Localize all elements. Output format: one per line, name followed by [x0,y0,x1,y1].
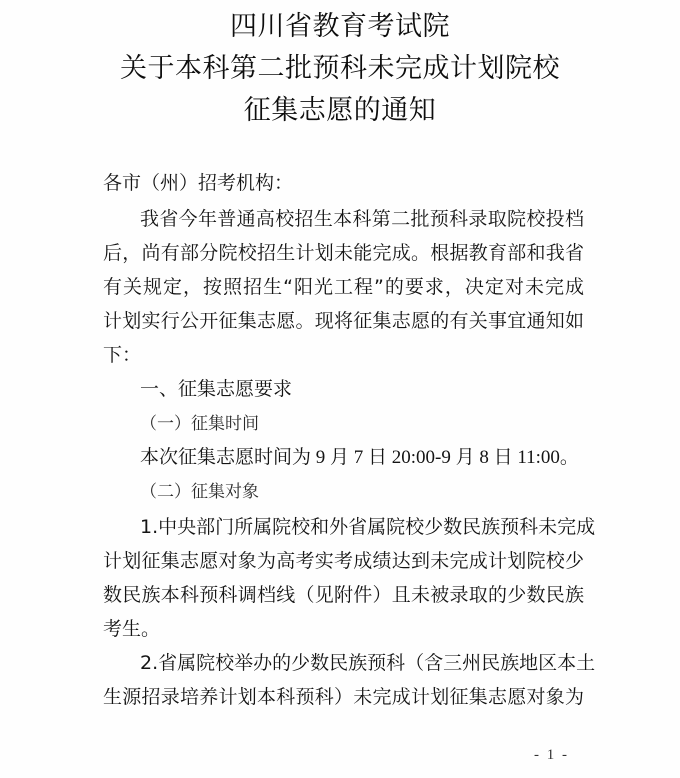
intro-line: 下： [103,344,142,366]
salutation: 各市（州）招考机构： [103,172,294,194]
paragraph-line: 考生。 [103,618,161,640]
page-number: - 1 - [534,747,569,763]
subsection-heading: （一）征集时间 [140,414,259,434]
section-heading: 一、征集志愿要求 [140,378,293,400]
collection-time-text: 本次征集志愿时间为 9 月 7 日 20:00-9 月 8 日 11:00。 [140,447,579,468]
subsection-heading: （二）征集对象 [140,482,259,502]
title-line-1: 四川省教育考试院 [230,11,450,42]
paragraph-line: 数民族本科预科调档线（见附件）且未被录取的少数民族 [103,584,584,606]
title-line-3: 征集志愿的通知 [243,95,437,126]
intro-line: 后，尚有部分院校招生计划未能完成。根据教育部和我省 [103,242,584,264]
paragraph-line: 1.中央部门所属院校和外省属院校少数民族预科未完成 [140,516,596,538]
intro-line: 有关规定，按照招生“阳光工程”的要求，决定对未完成 [103,276,584,298]
paragraph-line: 生源招录培养计划本科预科）未完成计划征集志愿对象为 [103,686,584,708]
intro-line: 计划实行公开征集志愿。现将征集志愿的有关事宜通知如 [103,310,584,332]
paragraph-line: 计划征集志愿对象为高考实考成绩达到未完成计划院校少 [103,550,584,572]
paragraph-line: 2.省属院校举办的少数民族预科（含三州民族地区本土 [140,652,596,674]
title-line-2: 关于本科第二批预科未完成计划院校 [120,53,560,84]
intro-line: 我省今年普通高校招生本科第二批预科录取院校投档 [140,208,584,230]
